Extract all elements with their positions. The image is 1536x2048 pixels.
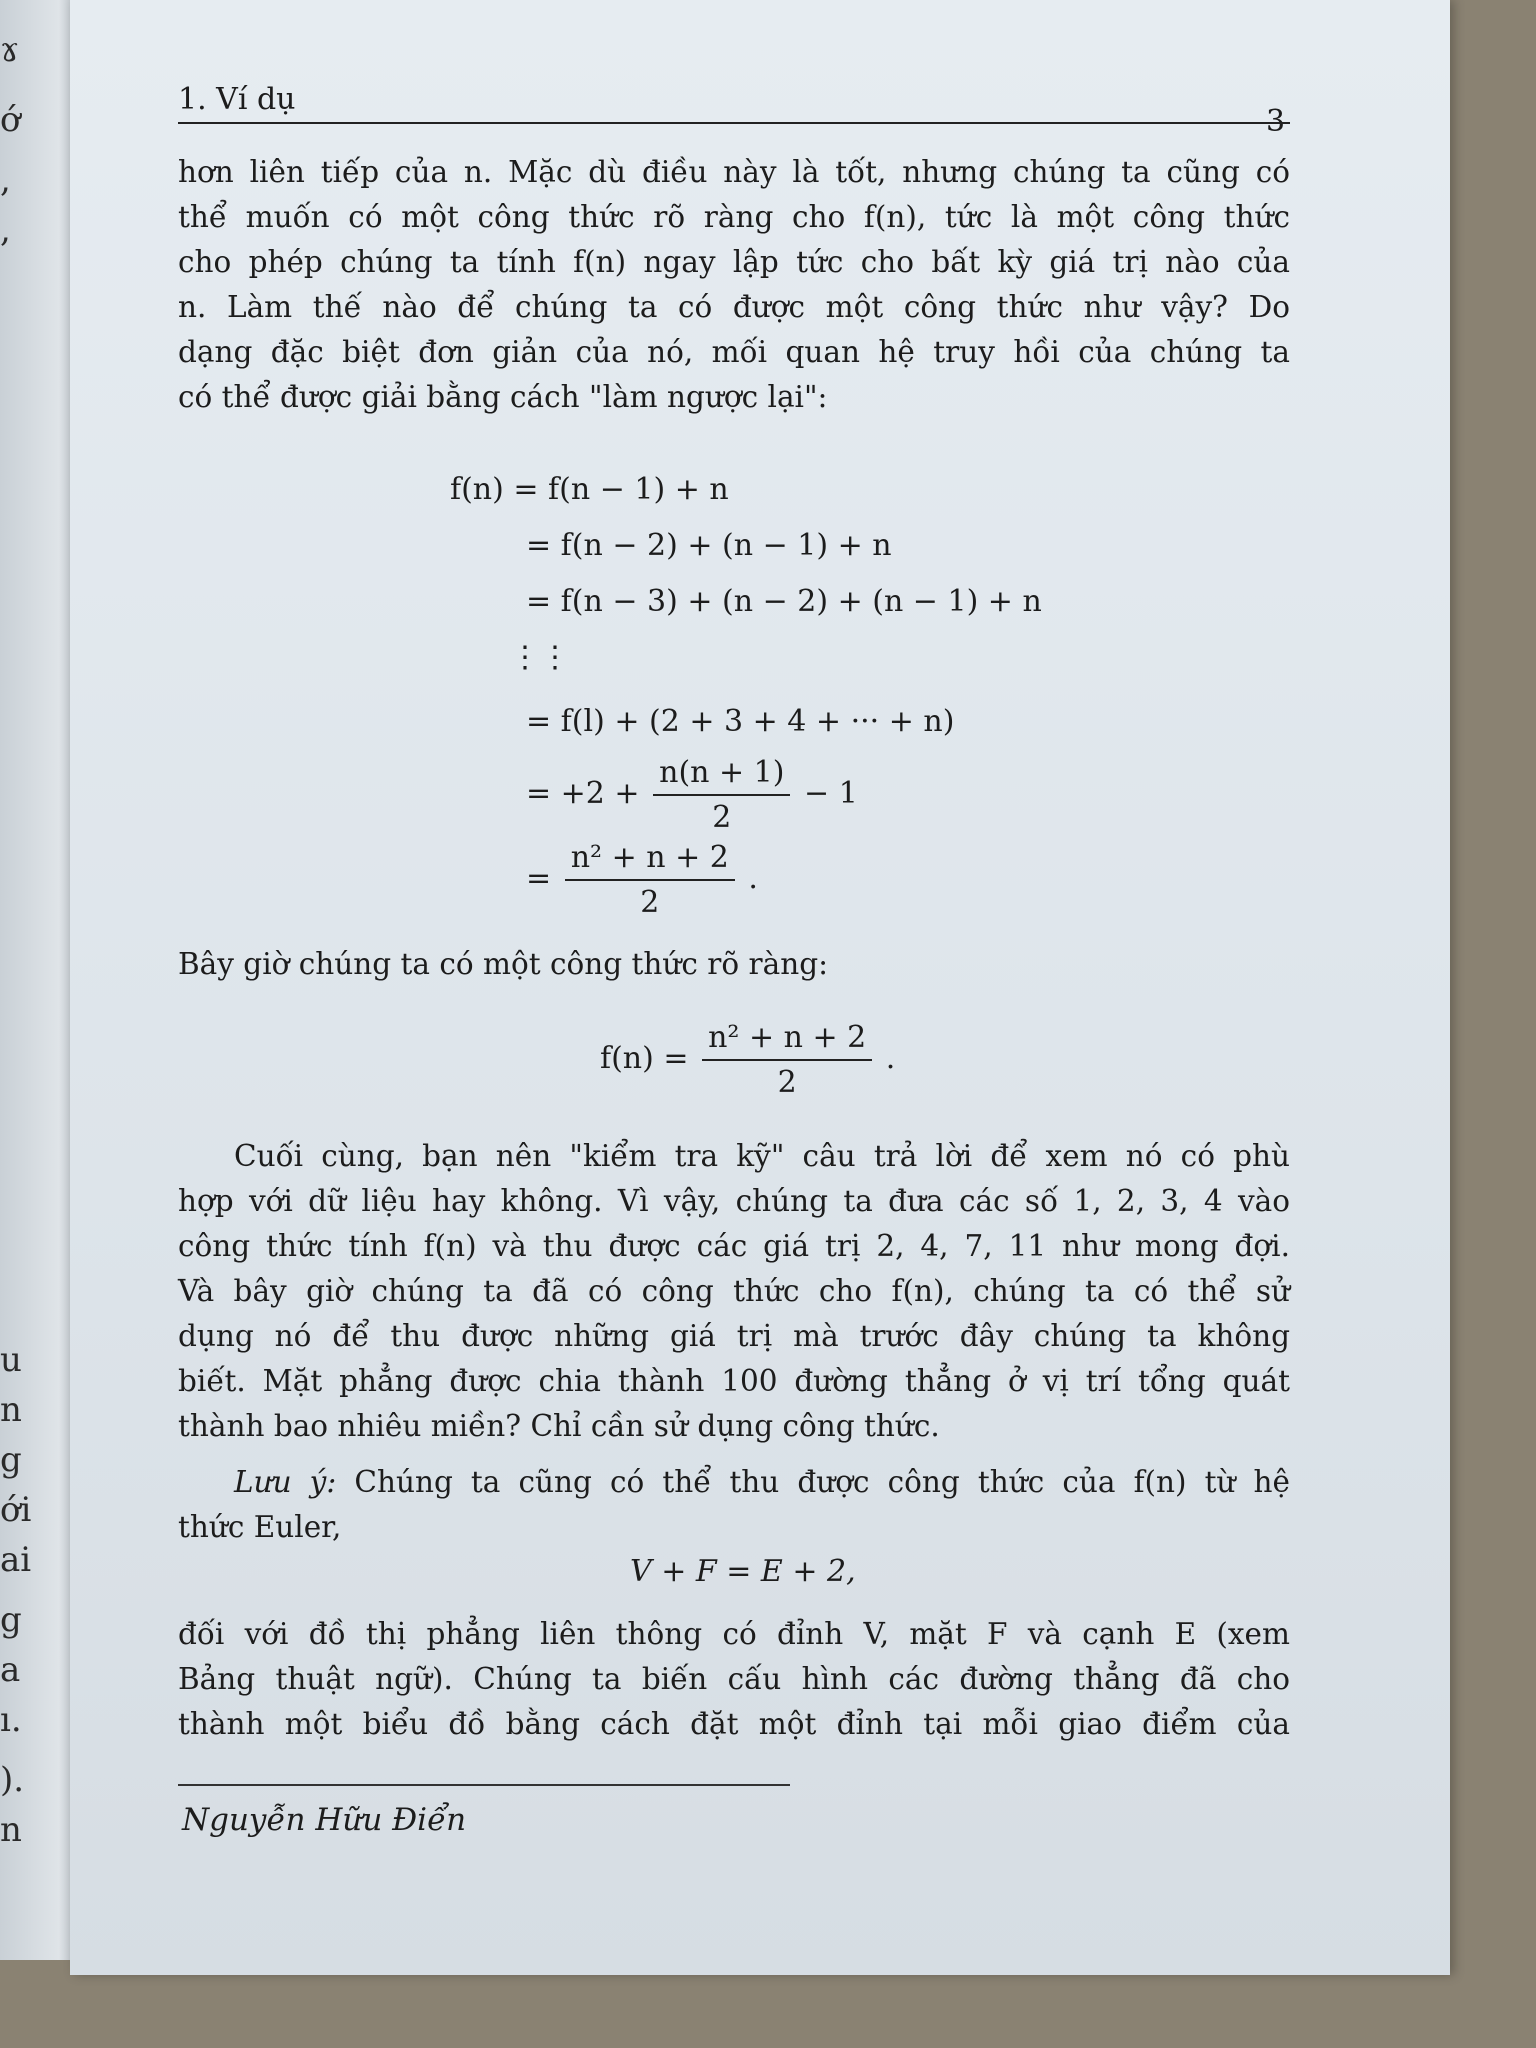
denominator: 2 [640,885,660,920]
text-line: công thức tính f(n) và thu được các giá trị 2, 4, 7, 11 như mong đợi. [178,1229,1290,1263]
derivation-line-2: = f(n − 2) + (n − 1) + n [526,528,892,563]
text-line: thể muốn có một công thức rõ ràng cho f(n), tức là một công thức [178,200,1290,234]
author-name: Nguyễn Hữu Điển [182,1802,467,1838]
edge-fragment: ɤ [0,30,20,70]
euler-formula: V + F = E + 2, [630,1554,856,1589]
text-line [178,1460,1290,1505]
explicit-formula [600,1020,895,1100]
text-line: cho phép chúng ta tính f(n) ngay lập tức cho bất kỳ giá trị nào của [178,245,1290,279]
text-line: n. Làm thế nào để chúng ta có được một công thức như vậy? Do [178,290,1290,324]
book-page [70,0,1450,1975]
text-line: Bây giờ chúng ta có một công thức rõ ràng: [178,947,829,981]
footer-rule [178,1784,790,1786]
paragraph-check [178,1134,1290,1449]
derivation-dots: ⋮⋮ [510,640,570,675]
text-line: hợp với dữ liệu hay không. Vì vậy, chúng ta đưa các số 1, 2, 3, 4 vào [178,1184,1290,1218]
denominator: 2 [777,1065,797,1100]
text-line: thức Euler, [178,1510,342,1544]
formula-post: . [885,1041,896,1076]
text-line: có thể được giải bằng cách "làm ngược lại": [178,380,828,414]
text-line: biết. Mặt phẳng được chia thành 100 đường thẳng ở vị trí tổng quát [178,1364,1290,1398]
edge-fragment: ai [0,1540,32,1580]
text-line: thành một biểu đồ bằng cách đặt một đỉnh tại mỗi giao điểm của [178,1707,1290,1741]
text-line: thành bao nhiêu miền? Chỉ cần sử dụng công thức. [178,1409,940,1443]
edge-fragment: a [0,1650,21,1690]
fraction [653,755,790,835]
text-line: hơn liên tiếp của n. Mặc dù điều này là tốt, nhưng chúng ta cũng có [178,155,1290,189]
explicit-intro [178,942,1290,987]
edge-fragment: u [0,1340,22,1380]
derivation-line-3: = f(n − 3) + (n − 2) + (n − 1) + n [526,584,1042,619]
edge-fragment: , [0,160,11,200]
derivation-line-4: = f(l) + (2 + 3 + 4 + ··· + n) [526,704,955,739]
derivation-text: . [748,861,758,896]
derivation-text: = +2 + [526,776,640,811]
numerator: n(n + 1) [653,755,790,796]
running-header: 1. Ví dụ [178,82,296,117]
edge-fragment: n [0,1390,22,1430]
numerator: n² + n + 2 [565,840,735,881]
edge-fragment: , [0,210,11,250]
edge-fragment: ). [0,1760,25,1800]
derivation-line-6 [526,840,758,920]
derivation-line-1: f(n) = f(n − 1) + n [450,472,729,507]
derivation-text: = [526,861,552,896]
header-rule [178,122,1290,124]
note-lead: Lưu ý: [234,1465,337,1499]
formula-lhs: f(n) = [600,1041,689,1076]
edge-fragment: ớ [0,100,21,140]
text-line: Và bây giờ chúng ta đã có công thức cho f(n), chúng ta có thể sử [178,1274,1290,1308]
paragraph-note [178,1460,1290,1550]
text-line: dạng đặc biệt đơn giản của nó, mối quan hệ truy hồi của chúng ta [178,335,1290,369]
text-line: Bảng thuật ngữ). Chúng ta biến cấu hình các đường thẳng đã cho [178,1662,1290,1696]
text-line: đối với đồ thị phẳng liên thông có đỉnh V, mặt F và cạnh E (xem [178,1617,1290,1651]
text-line: Cuối cùng, bạn nên "kiểm tra kỹ" câu trả lời để xem nó có phù [234,1139,1290,1173]
edge-fragment: ới [0,1490,32,1530]
derivation-line-5 [526,755,858,835]
denominator: 2 [712,800,732,835]
edge-fragment: g [0,1600,22,1640]
numerator: n² + n + 2 [702,1020,872,1061]
fraction [565,840,735,920]
text-line: dụng nó để thu được những giá trị mà trước đây chúng ta không [178,1319,1290,1353]
edge-fragment: g [0,1440,22,1480]
fraction [702,1020,872,1100]
note-text: Chúng ta cũng có thể thu được công thức của f(n) từ hệ [336,1465,1291,1499]
edge-fragment: ı. [0,1700,22,1740]
paragraph-intro [178,150,1290,420]
edge-fragment: n [0,1810,22,1850]
derivation-text: − 1 [804,776,858,811]
paragraph-graph [178,1612,1290,1747]
